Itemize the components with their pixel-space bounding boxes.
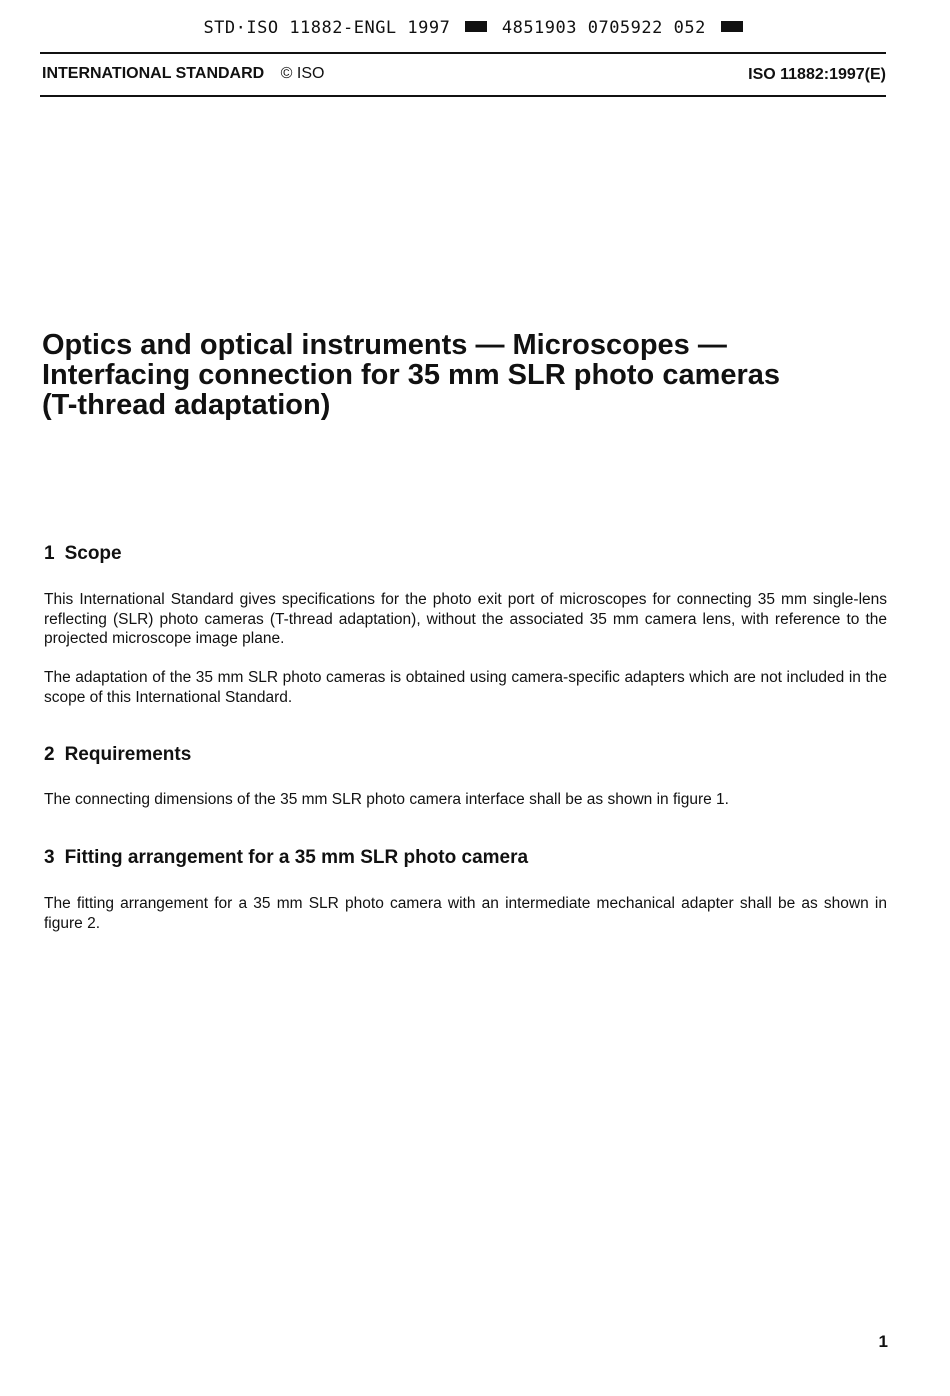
section-heading-requirements (44, 744, 191, 766)
code-block-mark (465, 21, 487, 32)
document-code-line (0, 18, 950, 38)
document-code-part-1: STD·ISO 11882-ENGL 1997 (203, 18, 451, 38)
section-heading-fitting-arrangement (44, 847, 528, 869)
header-standard-label (42, 65, 324, 83)
requirements-paragraph: The connecting dimensions of the 35 mm SLR photo camera interface shall be as shown in figure 1. (44, 791, 729, 808)
title-line-3: (T-thread adaptation) (42, 389, 331, 421)
section-number: 3 (44, 847, 55, 868)
code-block-mark (721, 21, 743, 32)
standard-type-label: INTERNATIONAL STANDARD (42, 65, 265, 82)
section-title: Scope (64, 543, 122, 564)
section-title: Requirements (64, 744, 192, 765)
title-line-1: Optics and optical instruments — Microscopes — (42, 329, 727, 361)
section-number: 2 (44, 744, 55, 765)
fitting-arrangement-paragraph: The fitting arrangement for a 35 mm SLR photo camera with an intermediate mechanical adapter shall be as shown in figure 2. (44, 895, 887, 932)
section-number: 1 (44, 543, 55, 564)
standard-number: ISO 11882:1997(E) (748, 66, 886, 83)
section-title: Fitting arrangement for a 35 mm SLR photo camera (64, 847, 529, 868)
document-code-part-2: 4851903 0705922 052 (501, 18, 706, 38)
page-number: 1 (878, 1332, 888, 1351)
title-line-2: Interfacing connection for 35 mm SLR photo cameras (42, 359, 781, 391)
scope-paragraph-2: The adaptation of the 35 mm SLR photo cameras is obtained using camera-specific adapters which are not included in the scope of this International Standard. (44, 669, 887, 706)
section-heading-scope (44, 543, 122, 565)
document-title (42, 330, 902, 420)
header-top-rule (40, 52, 886, 54)
copyright-label: © ISO (280, 65, 325, 82)
header-bottom-rule (40, 95, 886, 97)
scope-paragraph-1: This International Standard gives specifications for the photo exit port of microscopes for connecting 35 mm single-lens reflecting (SLR) photo cameras (T-thread adaptation), without the associated 35 mm camera lens, with reference to the projected microscope image plane. (44, 591, 887, 647)
